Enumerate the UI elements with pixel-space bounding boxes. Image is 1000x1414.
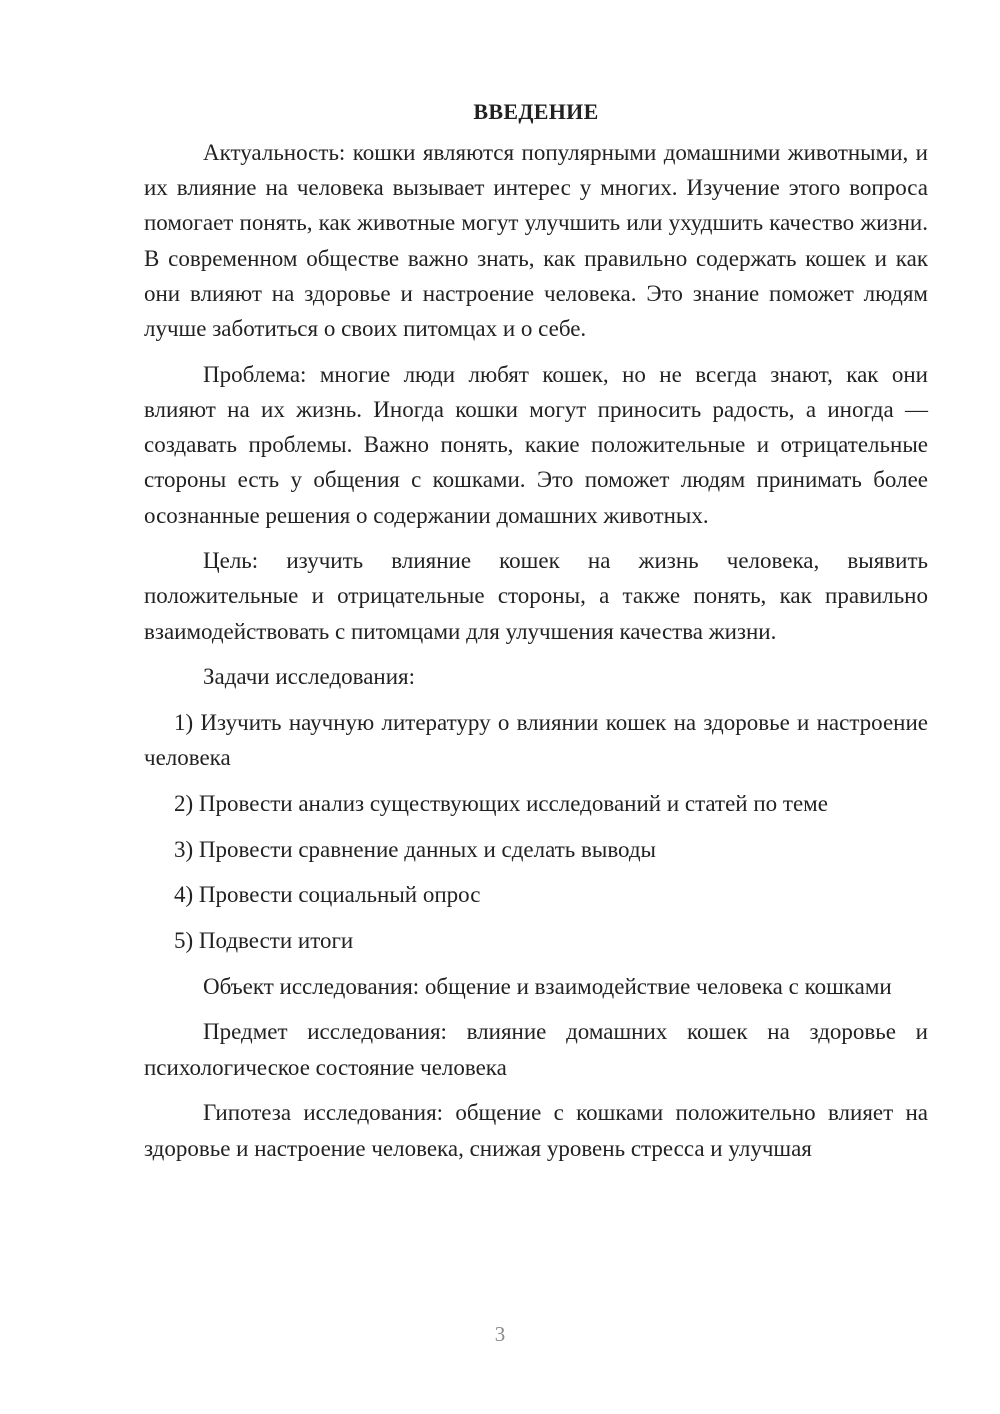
- task-item: 4) Провести социальный опрос: [174, 882, 481, 908]
- tasks-heading: Задачи исследования:: [203, 664, 416, 690]
- page-number: 3: [494, 1322, 506, 1346]
- goal-paragraph: Цель: изучить влияние кошек на жизнь человека, выявить положительные и отрицательные стороны, а также понять, как правильно взаимодействовать с питомцами для улучшения качества жизни.: [144, 548, 928, 644]
- subject-paragraph: Предмет исследования: влияние домашних кошек на здоровье и психологическое состояние человека: [144, 1019, 928, 1080]
- object-paragraph: Объект исследования: общение и взаимодействие человека с кошками: [203, 973, 892, 999]
- task-item: 1) Изучить научную литературу о влиянии кошек на здоровье и настроение человека: [144, 710, 928, 771]
- task-item: 2) Провести анализ существующих исследований и статей по теме: [174, 790, 828, 816]
- relevance-paragraph: Актуальность: кошки являются популярными домашними животными, и их влияние на человека вызывает интерес у многих. Изучение этого вопроса помогает понять, как животные могут улучшить или ухудшить качество жизни. В современном обществе важно знать, как правильно содержать кошек и как они влияют на здоровье и настроение человека. Это знание поможет людям лучше заботиться о своих питомцах и о себе.: [144, 140, 928, 342]
- page-content: [144, 94, 928, 1166]
- task-item: 5) Подвести итоги: [174, 928, 354, 954]
- page-title: ВВЕДЕНИЕ: [473, 99, 599, 124]
- problem-paragraph: Проблема: многие люди любят кошек, но не всегда знают, как они влияют на их жизнь. Иногда кошки могут приносить радость, а иногда — создавать проблемы. Важно понять, какие положительные и отрицательные стороны есть у общения с кошками. Это поможет людям принимать более осознанные решения о содержании домашних животных.: [144, 361, 928, 528]
- hypothesis-paragraph: Гипотеза исследования: общение с кошками положительно влияет на здоровье и настроение человека, снижая уровень стресса и улучшая: [144, 1100, 928, 1161]
- task-item: 3) Провести сравнение данных и сделать выводы: [174, 836, 657, 862]
